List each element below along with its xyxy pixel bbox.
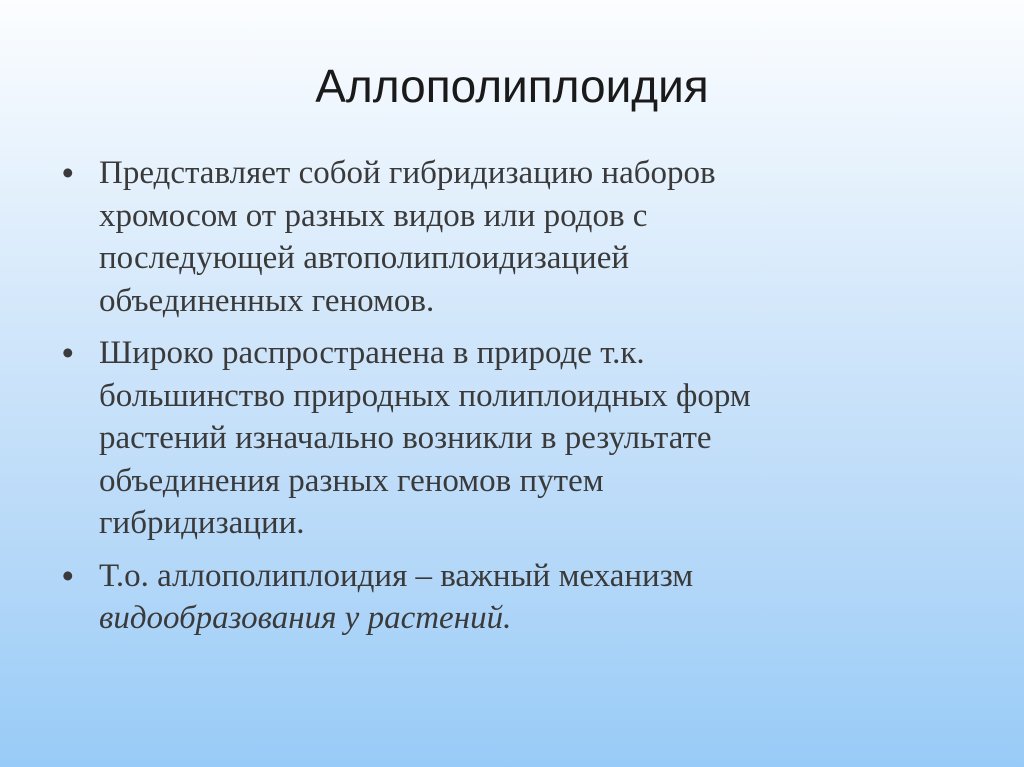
bullet-marker: • [62, 556, 74, 594]
bullet-2-line-2: большинство природных полиплоидных форм [99, 377, 751, 414]
bullet-marker: • [62, 154, 74, 191]
bullet-list [62, 152, 942, 650]
bullet-3-italic-line: видообразования у растений. [99, 600, 512, 636]
bullet-2-line-5: гибридизации. [99, 505, 305, 541]
bullet-item-1 [62, 152, 942, 322]
bullet-3-line-1: Т.о. аллополиплоидия – важный механизм [99, 557, 694, 594]
bullet-item-3 [62, 555, 942, 640]
slide-title: Аллополиплоидия [315, 60, 709, 112]
bullet-2-line-3: растений изначально возникли в результате [99, 420, 712, 456]
bullet-1-line-1: Представляет собой гибридизацию наборов [99, 155, 716, 191]
bullet-2-line-1: Широко распространена в природе т.к. [99, 335, 645, 371]
bullet-item-2 [62, 332, 942, 545]
bullet-marker: • [62, 334, 74, 371]
bullet-1-line-4: объединенных геномов. [99, 282, 435, 319]
bullet-1-line-2: хромосом от разных видов или родов с [99, 197, 648, 234]
bullet-2-line-4: объединения разных геномов путем [99, 462, 604, 499]
bullet-1-line-3: последующей автополиплоидизацией [99, 240, 630, 276]
